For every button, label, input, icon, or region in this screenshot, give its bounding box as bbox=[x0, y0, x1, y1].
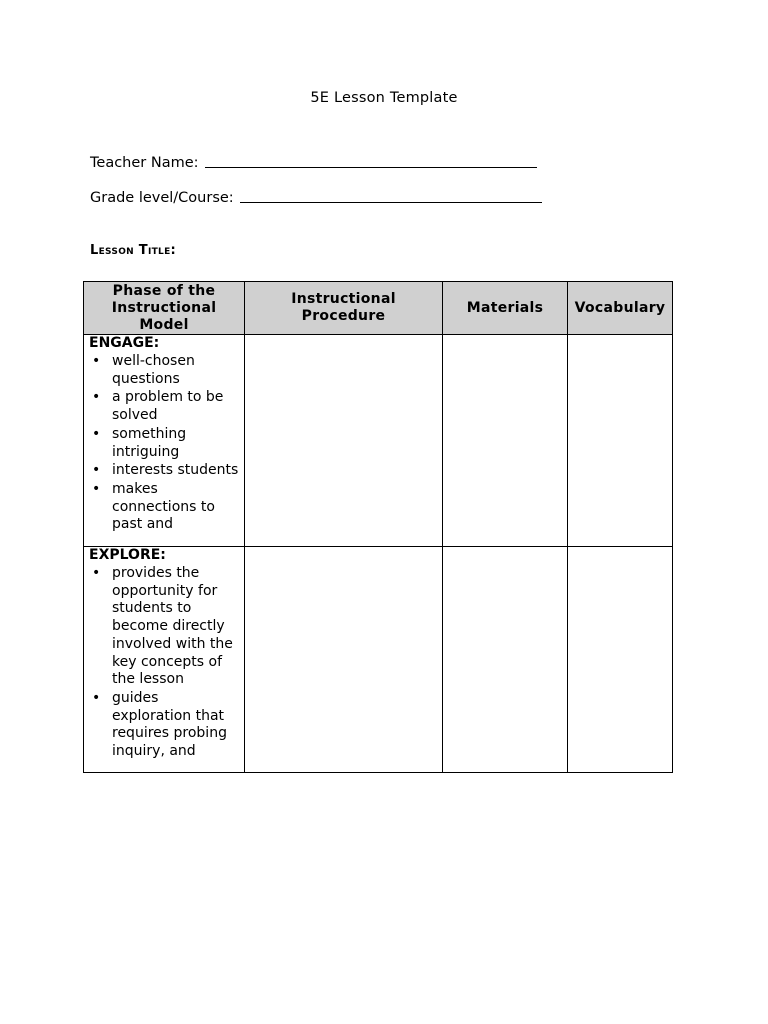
list-item: • makes connections to past and bbox=[92, 480, 215, 533]
vocabulary-cell-engage[interactable] bbox=[568, 335, 673, 547]
grade-level-label: Grade level/Course: bbox=[90, 190, 234, 206]
header-phase: Phase of the Instructional Model bbox=[84, 282, 245, 335]
list-item: • a problem to be solved bbox=[92, 389, 224, 424]
teacher-name-label: Teacher Name: bbox=[90, 155, 199, 171]
phase-bullet-list bbox=[89, 565, 240, 761]
phase-bullet-list bbox=[89, 353, 240, 534]
header-materials: Materials bbox=[443, 282, 568, 335]
header-vocabulary: Vocabulary bbox=[568, 282, 673, 335]
list-item: • provides the opportunity for students to become directly involved with the key concepts of the lesson bbox=[92, 565, 233, 688]
phase-name: EXPLORE: bbox=[89, 547, 166, 563]
lesson-table bbox=[83, 281, 673, 773]
table-row bbox=[84, 335, 673, 547]
document-title: 5E Lesson Template bbox=[310, 90, 458, 106]
phase-name: ENGAGE: bbox=[89, 335, 160, 351]
grade-level-field bbox=[90, 190, 542, 206]
materials-cell-engage[interactable] bbox=[443, 335, 568, 547]
list-item: • guides exploration that requires probing inquiry, and bbox=[92, 689, 227, 760]
list-item: • well-chosen questions bbox=[92, 353, 195, 387]
phase-cell-engage bbox=[84, 335, 245, 547]
teacher-name-blank[interactable] bbox=[205, 166, 537, 168]
procedure-cell-engage[interactable] bbox=[245, 335, 443, 547]
lesson-title-label: Lesson Title: bbox=[90, 243, 177, 258]
list-item: • something intriguing bbox=[92, 425, 187, 460]
teacher-name-field bbox=[90, 155, 537, 171]
vocabulary-cell-explore[interactable] bbox=[568, 547, 673, 773]
procedure-cell-explore[interactable] bbox=[245, 547, 443, 773]
list-item: • interests students bbox=[92, 462, 239, 479]
table-row bbox=[84, 547, 673, 773]
phase-cell-explore bbox=[84, 547, 245, 773]
table-header-row bbox=[84, 282, 673, 335]
grade-level-blank[interactable] bbox=[240, 201, 542, 203]
materials-cell-explore[interactable] bbox=[443, 547, 568, 773]
header-procedure: Instructional Procedure bbox=[245, 282, 443, 335]
